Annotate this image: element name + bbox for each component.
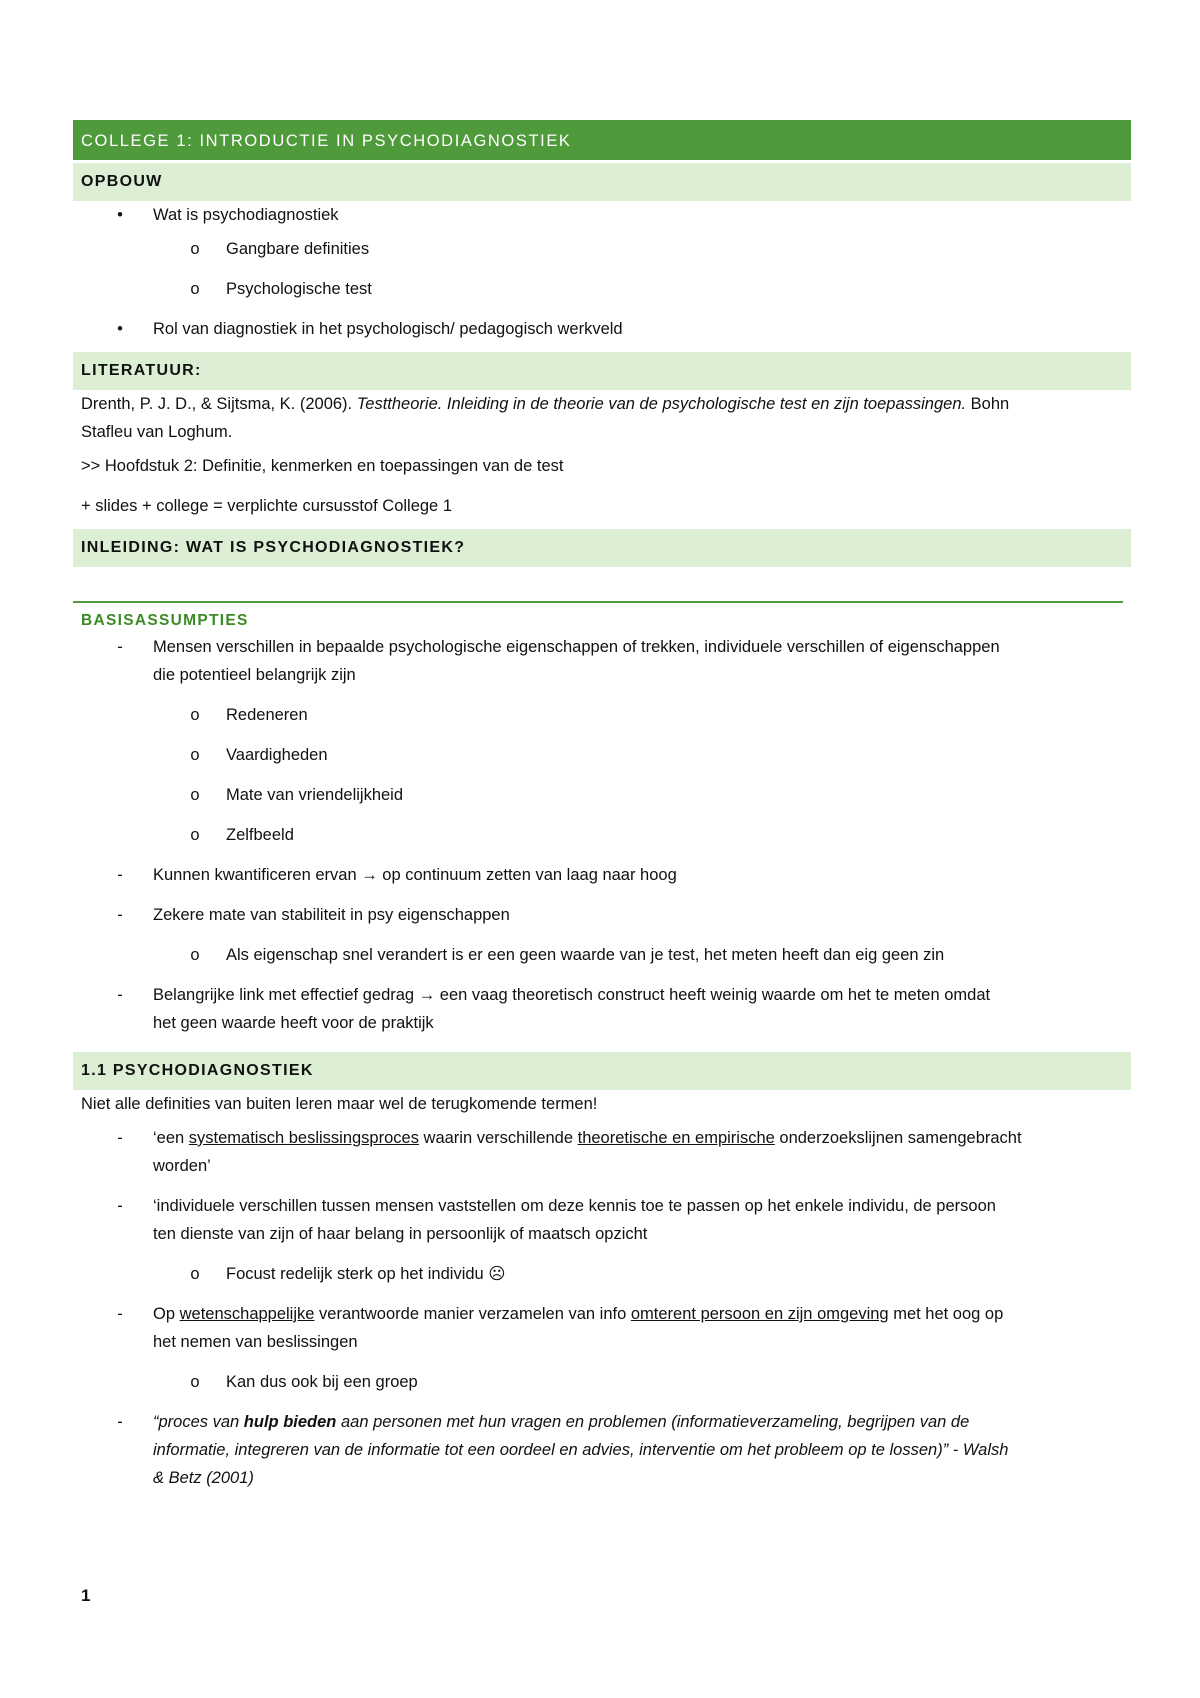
list-item: o Zelfbeeld	[73, 821, 1131, 849]
list-item: o Mate van vriendelijkheid	[73, 781, 1131, 809]
circle-marker: o	[190, 946, 200, 964]
circle-marker: o	[190, 280, 200, 298]
list-item: - Mensen verschillen in bepaalde psychologische eigenschappen of trekken, individuele verschillen of eigenschappen	[73, 633, 1131, 661]
subheading-basisassumpties: BASISASSUMPTIES	[81, 612, 249, 629]
list-item: - Kunnen kwantificeren ervan → op continuum zetten van laag naar hoog	[73, 861, 1131, 889]
list-item: o Gangbare definities	[73, 235, 1131, 263]
list-item: - Belangrijke link met effectief gedrag → een vaag theoretisch construct heeft weinig waarde om het te meten omdat	[73, 981, 1131, 1009]
circle-marker: o	[190, 1373, 200, 1391]
arrow-icon: →	[361, 866, 378, 884]
dash-marker: -	[117, 986, 123, 1004]
bullet-marker: •	[117, 206, 123, 224]
circle-marker: o	[190, 786, 200, 804]
page-number: 1	[81, 1586, 91, 1605]
dash-marker: -	[117, 1413, 123, 1431]
list-item-cont: & Betz (2001)	[153, 1469, 254, 1487]
literature-reference: Drenth, P. J. D., & Sijtsma, K. (2006). Testtheorie. Inleiding in de theorie van de psychologische test en zijn toepassingen. Bohn	[81, 395, 1010, 413]
arrow-icon: →	[418, 986, 436, 1004]
list-item: o Focust redelijk sterk op het individu ☹	[73, 1260, 1131, 1288]
document-title: COLLEGE 1: INTRODUCTIE IN PSYCHODIAGNOSTIEK	[73, 120, 1131, 160]
chapter-line: >> Hoofdstuk 2: Definitie, kenmerken en toepassingen van de test	[81, 457, 564, 475]
subheading-rule	[73, 601, 1123, 603]
circle-marker: o	[190, 1265, 200, 1283]
dash-marker: -	[117, 906, 123, 924]
section-heading-literatuur: LITERATUUR:	[73, 352, 1131, 390]
list-item-cont: informatie, integreren van de informatie tot een oordeel en advies, interventie om het probleem op te lossen)” - Walsh	[153, 1441, 1009, 1459]
course-material-line: + slides + college = verplichte cursusstof College 1	[81, 497, 452, 515]
dash-marker: -	[117, 638, 123, 656]
circle-marker: o	[190, 746, 200, 764]
list-item-cont: ten dienste van zijn of haar belang in persoonlijk of maatsch opzicht	[153, 1225, 648, 1243]
dash-marker: -	[117, 1305, 123, 1323]
section-heading-psychodiagnostiek: 1.1 PSYCHODIAGNOSTIEK	[73, 1052, 1131, 1090]
document-page	[73, 120, 1131, 1492]
list-item: - Zekere mate van stabiliteit in psy eigenschappen	[73, 901, 1131, 929]
section-heading-inleiding: INLEIDING: WAT IS PSYCHODIAGNOSTIEK?	[73, 529, 1131, 567]
section-heading-opbouw: OPBOUW	[73, 163, 1131, 201]
dash-marker: -	[117, 866, 123, 884]
bullet-marker: •	[117, 320, 123, 338]
list-item-cont: worden’	[153, 1157, 211, 1175]
circle-marker: o	[190, 240, 200, 258]
list-item: - “proces van hulp bieden aan personen met hun vragen en problemen (informatieverzameling, begrijpen van de	[73, 1408, 1131, 1436]
list-item: o Kan dus ook bij een groep	[73, 1368, 1131, 1396]
list-item-cont: die potentieel belangrijk zijn	[153, 666, 356, 684]
literature-reference-cont: Stafleu van Loghum.	[81, 423, 233, 441]
list-item: - ‘een systematisch beslissingsproces waarin verschillende theoretische en empirische onderzoekslijnen samengebracht	[73, 1124, 1131, 1152]
list-item: - Op wetenschappelijke verantwoorde manier verzamelen van info omterent persoon en zijn omgeving met het oog op	[73, 1300, 1131, 1328]
list-item: o Vaardigheden	[73, 741, 1131, 769]
circle-marker: o	[190, 706, 200, 724]
intro-line: Niet alle definities van buiten leren maar wel de terugkomende termen!	[81, 1095, 598, 1113]
list-item: o Redeneren	[73, 701, 1131, 729]
circle-marker: o	[190, 826, 200, 844]
list-item: o Als eigenschap snel verandert is er een geen waarde van je test, het meten heeft dan eig geen zin	[73, 941, 1131, 969]
list-item-cont: het geen waarde heeft voor de praktijk	[153, 1014, 434, 1032]
dash-marker: -	[117, 1197, 123, 1215]
list-item: • Rol van diagnostiek in het psychologisch/ pedagogisch werkveld	[73, 315, 1131, 343]
list-item: • Wat is psychodiagnostiek	[73, 201, 1131, 229]
list-item: o Psychologische test	[73, 275, 1131, 303]
dash-marker: -	[117, 1129, 123, 1147]
list-item: - ‘individuele verschillen tussen mensen vaststellen om deze kennis toe te passen op het enkele individu, de persoon	[73, 1192, 1131, 1220]
list-item-cont: het nemen van beslissingen	[153, 1333, 358, 1351]
